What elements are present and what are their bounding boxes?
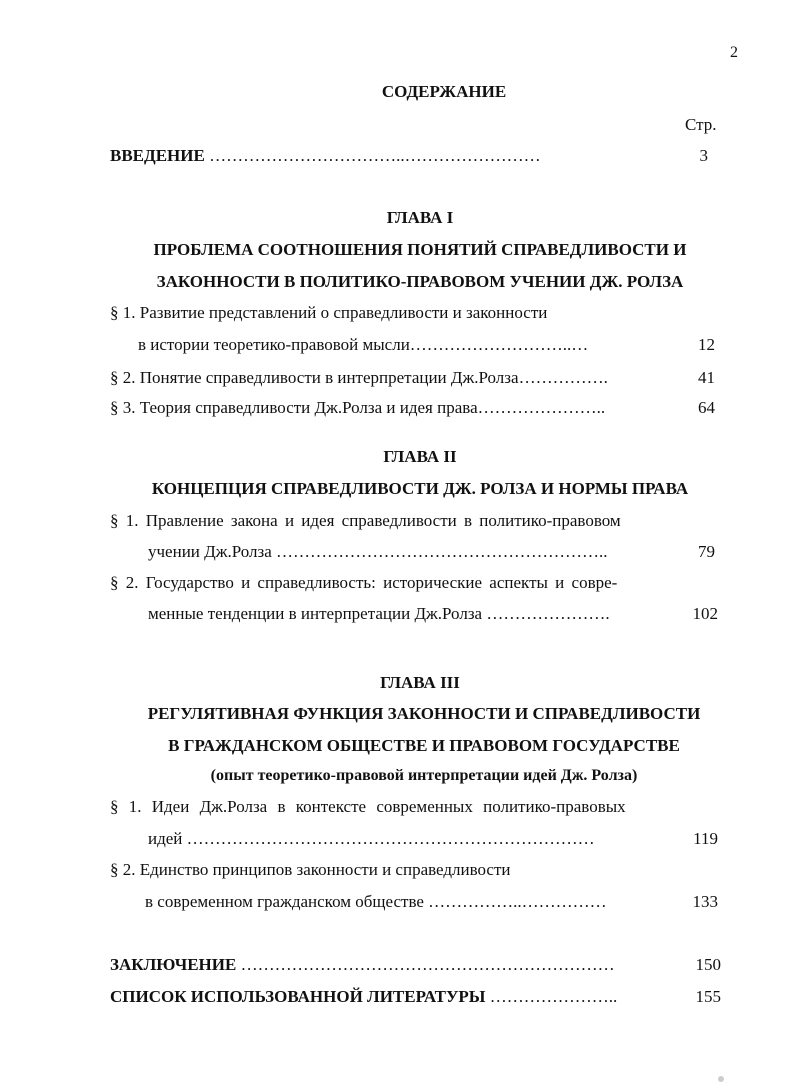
page-number: 2 <box>730 44 738 61</box>
chapter-3-title-line-2: В ГРАЖДАНСКОМ ОБЩЕСТВЕ И ПРАВОВОМ ГОСУДАРСТВЕ <box>168 736 680 755</box>
chapter-1-section-1-line-1: § 1. Развитие представлений о справедливости и законности <box>110 303 548 322</box>
chapter-3-section-2-page: 133 <box>692 892 718 911</box>
chapter-1-number: ГЛАВА I <box>386 208 454 227</box>
toc-entry-references <box>110 987 617 1007</box>
chapter-1-section-1-line-2 <box>138 335 588 355</box>
toc-entry-label: менные тенденции в интерпретации Дж.Ролза <box>148 604 483 623</box>
chapter-3-section-1-page: 119 <box>693 829 718 848</box>
toc-entry-label: § 3. Теория справедливости Дж.Ролза и идея права <box>110 398 478 417</box>
toc-entry-intro <box>110 146 541 166</box>
chapter-3-number: ГЛАВА III <box>380 673 460 692</box>
page-column-label: Стр. <box>685 115 717 134</box>
toc-leader-dots: ………………….. <box>489 987 618 1006</box>
toc-entry-label: ЗАКЛЮЧЕНИЕ <box>110 955 237 974</box>
chapter-1-title-line-2: ЗАКОННОСТИ В ПОЛИТИКО-ПРАВОВОМ УЧЕНИИ ДЖ. РОЛЗА <box>156 272 684 291</box>
toc-leader-dots: …………………. <box>486 604 610 623</box>
toc-entry-label: в истории теоретико-правовой мысли <box>138 335 410 354</box>
chapter-2-section-2-line-1: § 2. Государство и справедливость: исторические аспекты и совре- <box>110 573 618 592</box>
toc-entry-page: 3 <box>699 146 708 165</box>
chapter-2-section-1-line-2 <box>148 542 608 562</box>
chapter-1-section-2-page: 41 <box>698 368 715 387</box>
chapter-1-section-3-page: 64 <box>698 398 715 417</box>
toc-leader-dots: ……………………………..…………………… <box>209 146 541 165</box>
chapter-1-section-3 <box>110 398 605 418</box>
toc-leader-dots: ………………………………………………………… <box>240 955 615 974</box>
toc-entry-label: в современном гражданском обществе <box>145 892 424 911</box>
toc-entry-label: § 2. Понятие справедливости в интерпретации Дж.Ролза <box>110 368 519 387</box>
chapter-3-subtitle: (опыт теоретико-правовой интерпретации идей Дж. Ролза) <box>210 767 638 784</box>
toc-leader-dots: ……………. <box>518 368 608 387</box>
chapter-3-section-1-line-2 <box>148 829 595 849</box>
toc-leader-dots: ………………….. <box>477 398 606 417</box>
chapter-2-title-line-1: КОНЦЕПЦИЯ СПРАВЕДЛИВОСТИ ДЖ. РОЛЗА И НОРМЫ ПРАВА <box>151 479 689 498</box>
chapter-3-title-line-1: РЕГУЛЯТИВНАЯ ФУНКЦИЯ ЗАКОННОСТИ И СПРАВЕДЛИВОСТИ <box>147 704 701 723</box>
toc-entry-label: ВВЕДЕНИЕ <box>110 146 205 165</box>
toc-leader-dots: ……………..…………… <box>428 892 607 911</box>
chapter-2-section-2-page: 102 <box>692 604 718 623</box>
chapter-1-section-2 <box>110 368 608 388</box>
chapter-2-section-1-page: 79 <box>698 542 715 561</box>
chapter-3-section-2-line-2 <box>145 892 607 912</box>
toc-entry-conclusion <box>110 955 615 975</box>
chapter-1-section-1-page: 12 <box>698 335 715 354</box>
chapter-3-section-2-line-1: § 2. Единство принципов законности и справедливости <box>110 860 511 879</box>
toc-leader-dots: ………………………………………………….. <box>276 542 608 561</box>
page-title: СОДЕРЖАНИЕ <box>381 82 507 101</box>
toc-entry-label: СПИСОК ИСПОЛЬЗОВАННОЙ ЛИТЕРАТУРЫ <box>110 987 486 1006</box>
toc-entry-conclusion-page: 150 <box>695 955 721 974</box>
toc-entry-label: идей <box>148 829 183 848</box>
toc-entry-label: учении Дж.Ролза <box>148 542 272 561</box>
chapter-3-section-1-line-1: § 1. Идеи Дж.Ролза в контексте современных политико-правовых <box>110 797 626 816</box>
toc-entry-references-page: 155 <box>695 987 721 1006</box>
toc-leader-dots: ………………………..… <box>409 335 589 354</box>
chapter-1-title-line-1: ПРОБЛЕМА СООТНОШЕНИЯ ПОНЯТИЙ СПРАВЕДЛИВОСТИ И <box>153 240 687 259</box>
chapter-2-section-1-line-1: § 1. Правление закона и идея справедливости в политико-правовом <box>110 511 621 530</box>
scan-speck <box>718 1076 724 1082</box>
chapter-2-section-2-line-2 <box>148 604 610 624</box>
chapter-2-number: ГЛАВА II <box>383 447 457 466</box>
toc-leader-dots: ……………………………………………………………… <box>186 829 595 848</box>
